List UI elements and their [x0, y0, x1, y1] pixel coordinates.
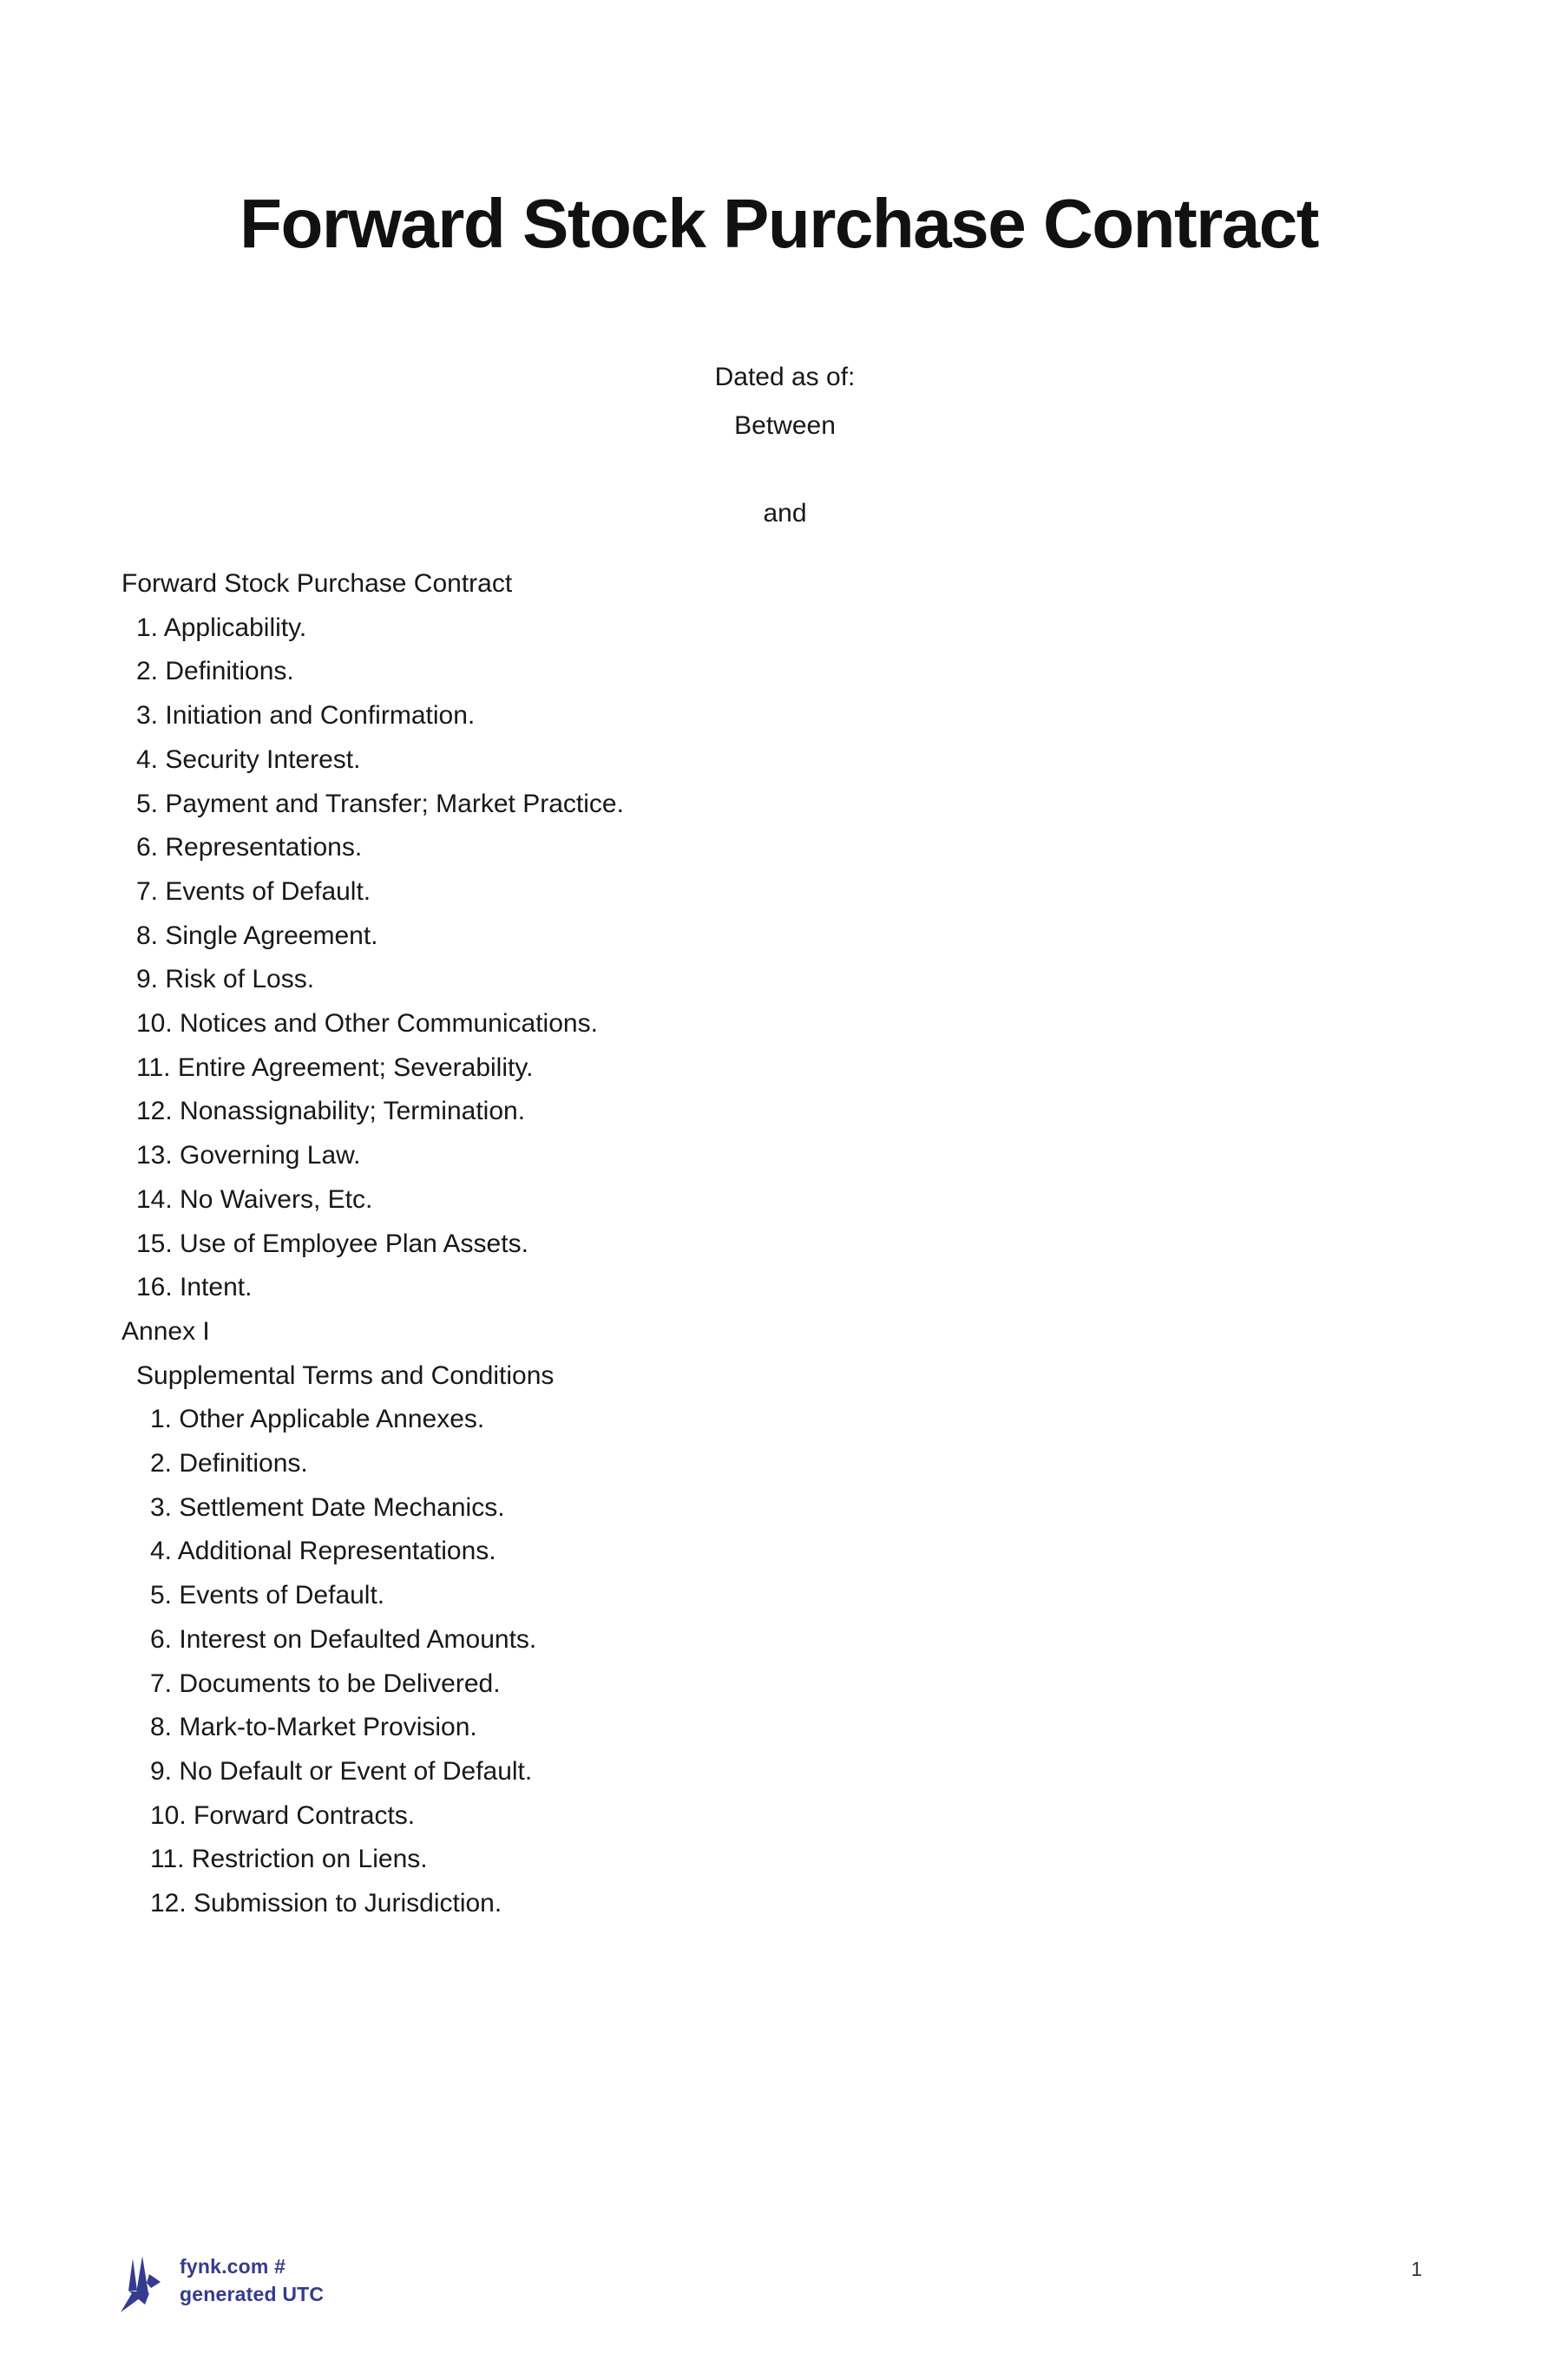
- toc-entry: 6. Interest on Defaulted Amounts.: [150, 1624, 537, 1654]
- toc-entry: 5. Events of Default.: [150, 1581, 385, 1610]
- toc-entry: 7. Documents to be Delivered.: [150, 1669, 501, 1698]
- toc-entry: 8. Single Agreement.: [136, 921, 378, 950]
- page-number: 1: [1411, 2258, 1422, 2280]
- toc-entry: Supplemental Terms and Conditions: [136, 1360, 555, 1390]
- document-title: Forward Stock Purchase Contract: [240, 185, 1318, 262]
- table-of-contents: [0, 562, 1549, 1926]
- toc-entry: 2. Definitions.: [136, 657, 294, 686]
- toc-entry: 4. Security Interest.: [136, 744, 361, 774]
- toc-entry: 8. Mark-to-Market Provision.: [150, 1713, 477, 1742]
- and-line: and: [763, 499, 807, 528]
- toc-entry: 13. Governing Law.: [136, 1141, 361, 1170]
- toc-entry: 12. Submission to Jurisdiction.: [150, 1889, 502, 1918]
- toc-entry: 11. Restriction on Liens.: [150, 1845, 428, 1874]
- toc-entry: 5. Payment and Transfer; Market Practice.: [136, 789, 624, 818]
- toc-entry: 6. Representations.: [136, 833, 363, 862]
- toc-entry: 1. Other Applicable Annexes.: [150, 1405, 485, 1434]
- footer-brand-text: [180, 2252, 324, 2308]
- toc-entry: 4. Additional Representations.: [150, 1537, 496, 1566]
- toc-entry: 10. Notices and Other Communications.: [136, 1009, 598, 1039]
- toc-entry: 10. Forward Contracts.: [150, 1800, 416, 1830]
- footer-brand-line1: fynk.com #: [180, 2255, 286, 2278]
- toc-entry: Annex I: [121, 1316, 210, 1346]
- toc-entry: 2. Definitions.: [150, 1449, 308, 1478]
- toc-entry: 1. Applicability.: [136, 613, 307, 642]
- toc-entry: 16. Intent.: [136, 1273, 253, 1302]
- dated-as-of-line: Dated as of:: [714, 363, 856, 391]
- toc-entry: 15. Use of Employee Plan Assets.: [136, 1229, 528, 1258]
- between-line: Between: [734, 411, 836, 440]
- toc-entry: 9. Risk of Loss.: [136, 965, 315, 994]
- toc-entry: 7. Events of Default.: [136, 876, 371, 906]
- toc-entry: 11. Entire Agreement; Severability.: [136, 1052, 534, 1082]
- document-page: [0, 185, 1549, 2380]
- toc-entry: 9. No Default or Event of Default.: [150, 1756, 533, 1786]
- origami-bird-icon: [120, 2254, 161, 2313]
- page-footer: [120, 2252, 324, 2313]
- toc-entry: 3. Settlement Date Mechanics.: [150, 1492, 505, 1522]
- toc-entry: 3. Initiation and Confirmation.: [136, 701, 476, 731]
- footer-brand-line2: generated UTC: [180, 2283, 325, 2305]
- toc-entry: 12. Nonassignability; Termination.: [136, 1097, 526, 1126]
- toc-entry: 14. No Waivers, Etc.: [136, 1184, 373, 1214]
- toc-entry: Forward Stock Purchase Contract: [121, 569, 513, 598]
